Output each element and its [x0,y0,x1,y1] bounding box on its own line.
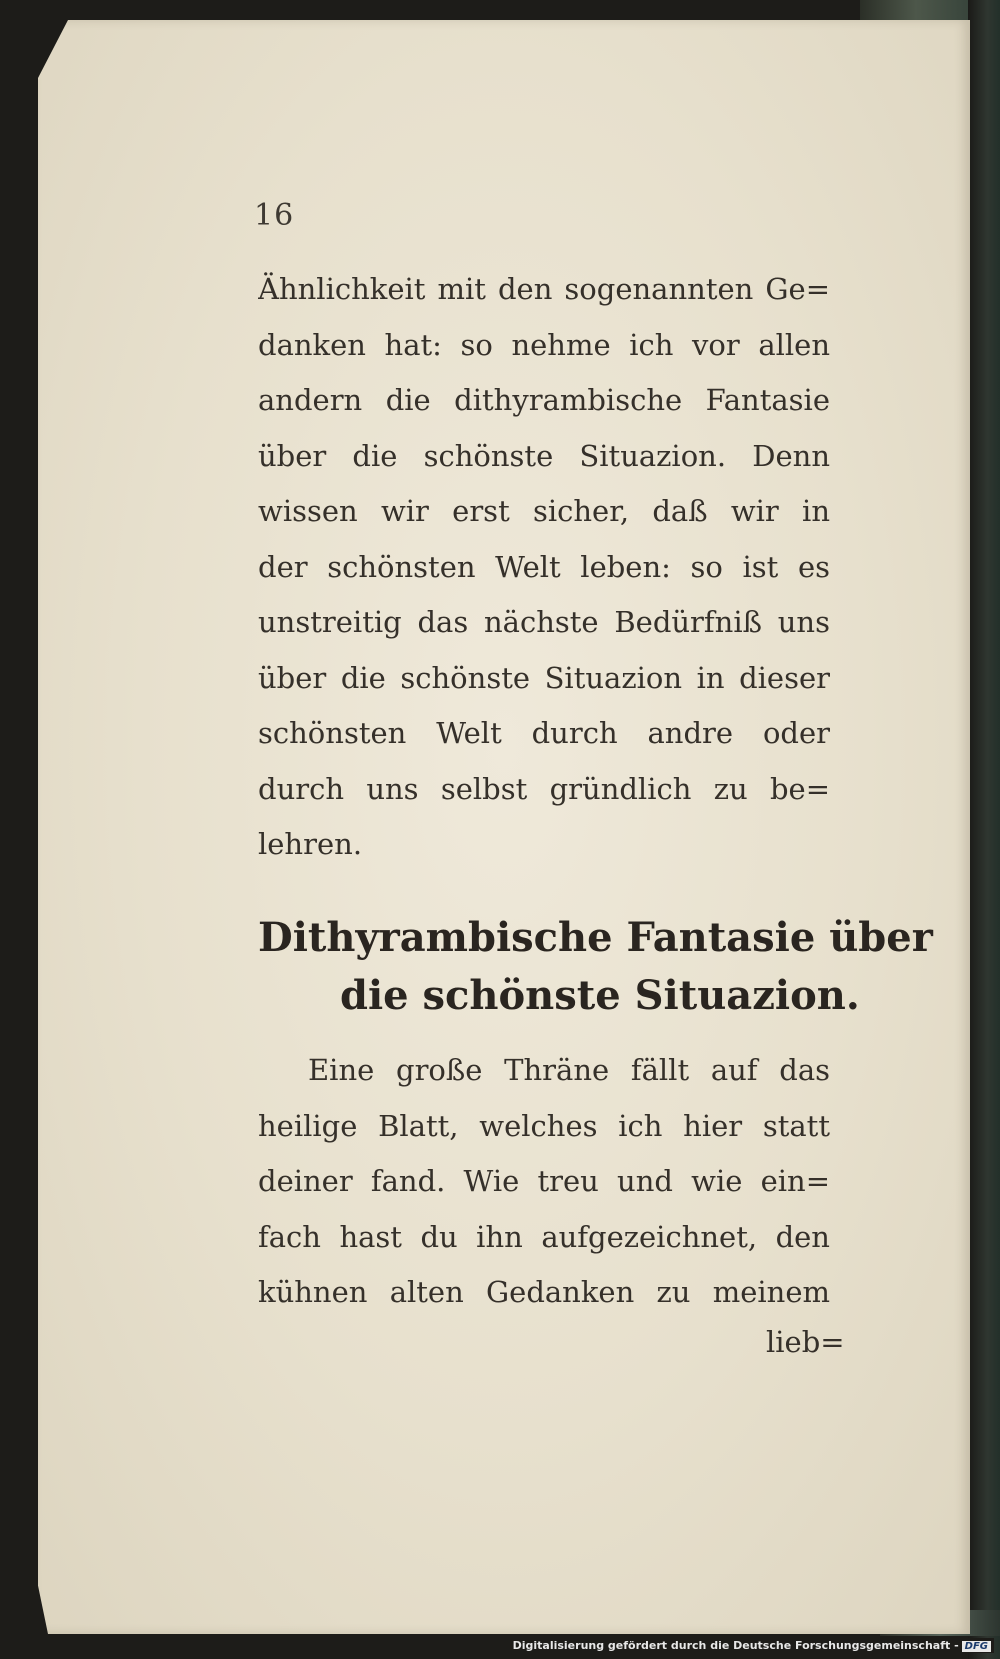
text-line: unstreitig das nächste Bedürfniß uns [258,605,830,639]
text-line: über die schönste Situazion. Denn [258,438,830,473]
paragraph-2 [258,1043,830,1321]
digitization-credit [510,1638,994,1653]
section-heading: die schönste Situazion. [340,972,860,1019]
text-line: wissen wir erst sicher, daß wir in [258,494,830,528]
paragraph-1 [258,262,830,873]
text-line: fach hast du ihn aufgezeichnet, den [258,1219,830,1254]
dfg-logo: DFG [962,1641,991,1652]
text-line: durch uns selbst gründlich zu be= [258,771,830,806]
text-line: heilige Blatt, welches ich hier statt [258,1108,830,1143]
section-heading: Dithyrambische Fantasie über [258,914,933,961]
text-line: andern die dithyrambische Fantasie [258,383,830,417]
text-line: danken hat: so nehme ich vor allen [258,327,830,362]
book-binding-spine [968,0,1000,1659]
text-line: lehren. [258,827,363,861]
text-line: Eine große Thräne fällt auf das [308,1053,830,1087]
text-line: der schönsten Welt leben: so ist es [258,549,830,584]
text-line: kühnen alten Gedanken zu meinem [258,1275,830,1309]
page-number: 16 [254,198,295,233]
text-line: schönsten Welt durch andre oder [258,716,830,750]
text-line: Ähnlichkeit mit den sogenannten Ge= [258,272,830,306]
text-line: über die schönste Situazion in dieser [258,660,830,695]
credit-text: Digitalisierung gefördert durch die Deutsche Forschungsgemeinschaft - [512,1639,959,1652]
text-line: deiner fand. Wie treu und wie ein= [258,1164,830,1198]
catchword: lieb= [766,1325,845,1359]
